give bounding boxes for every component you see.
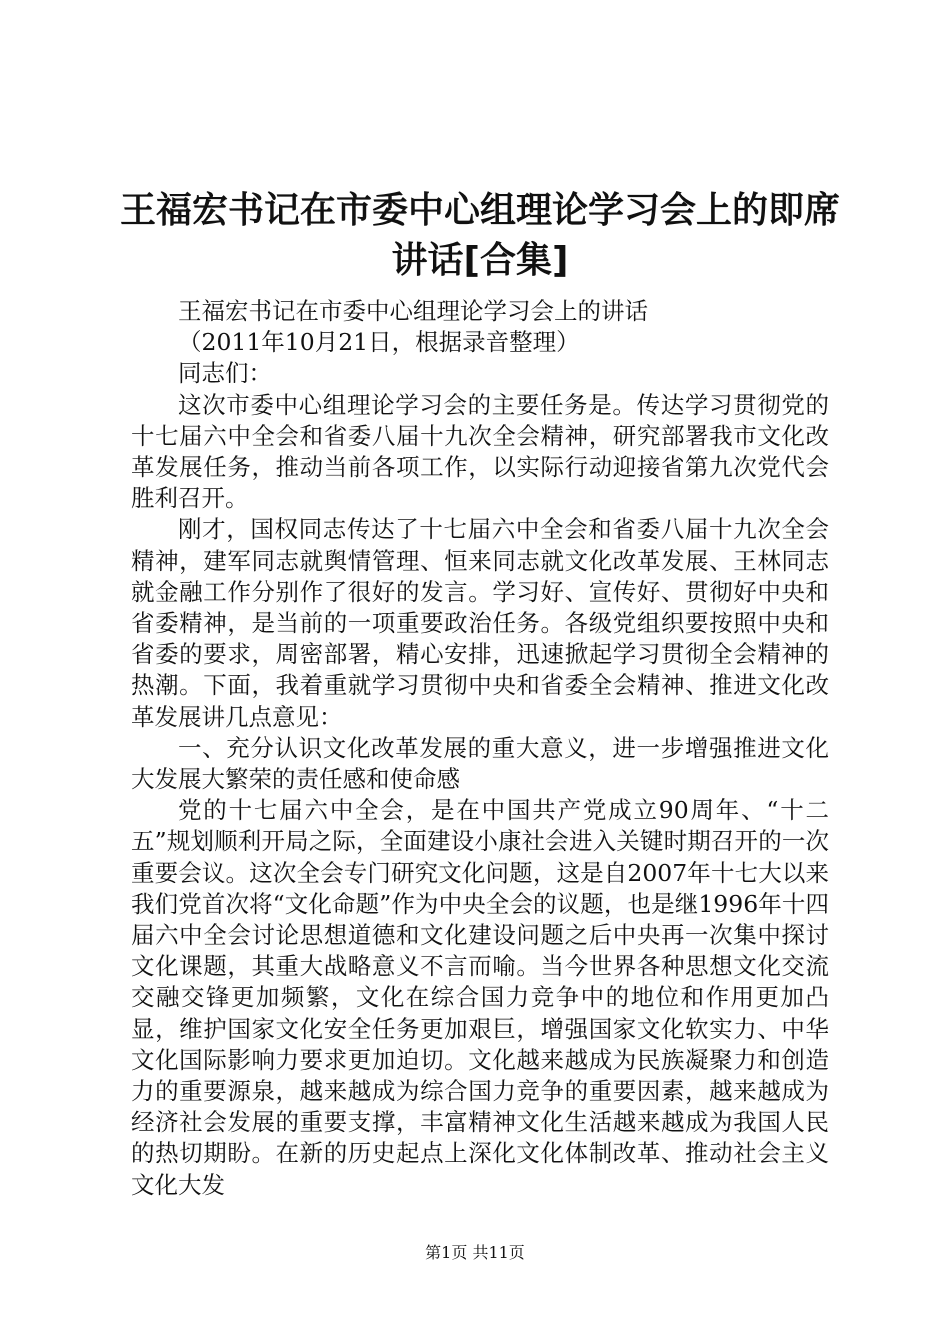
page-number-footer: 第1页 共11页 <box>425 1243 525 1262</box>
salutation: 同志们： <box>178 359 272 388</box>
speech-date-note: （2011年10月21日，根据录音整理） <box>178 328 580 357</box>
section-heading: 一、充分认识文化改革发展的重大意义，进一步增强推进文化大发展大繁荣的责任感和使命感 <box>131 733 829 794</box>
body-paragraph: 党的十七届六中全会，是在中国共产党成立90周年、“十二五”规划顺利开局之际，全面建设小康社会进入关键时期召开的一次重要会议。这次全会专门研究文化问题，这是自2007年十七大以来我们党首次将“文化命题”作为中央全会的议题，也是继1996年十四届六中全会讨论思想道德和文化建设问题之后中央再一次集中探讨文化课题，其重大战略意义不言而喻。当今世界各种思想文化交流交融交锋更加频繁，文化在综合国力竞争中的地位和作用更加凸显，维护国家文化安全任务更加艰巨，增强国家文化软实力、中华文化国际影响力要求更加迫切。文化越来越成为民族凝聚力和创造力的重要源泉，越来越成为综合国力竞争的重要因素，越来越成为经济社会发展的重要支撑，丰富精神文化生活越来越成为我国人民的热切期盼。在新的历史起点上深化文化体制改革、推动社会主义文化大发 <box>131 796 829 1199</box>
document-title-line-2: 讲话[合集] <box>391 240 569 281</box>
speech-subtitle: 王福宏书记在市委中心组理论学习会上的讲话 <box>178 297 648 325</box>
body-paragraph: 刚才，国权同志传达了十七届六中全会和省委八届十九次全会精神，建军同志就舆情管理、恒来同志就文化改革发展、王林同志就金融工作分别作了很好的发言。学习好、宣传好、贯彻好中央和省委精神，是当前的一项重要政治任务。各级党组织要按照中央和省委的要求，周密部署，精心安排，迅速掀起学习贯彻全会精神的热潮。下面，我着重就学习贯彻中央和省委全会精神、推进文化改革发展讲几点意见： <box>131 515 829 731</box>
document-body <box>131 296 829 1201</box>
document-title-line-1: 王福宏书记在市委中心组理论学习会上的即席 <box>119 190 840 231</box>
body-paragraph: 这次市委中心组理论学习会的主要任务是。传达学习贯彻党的十七届六中全会和省委八届十九次全会精神，研究部署我市文化改革发展任务，推动当前各项工作，以实际行动迎接省第九次党代会胜利召开。 <box>131 390 829 513</box>
